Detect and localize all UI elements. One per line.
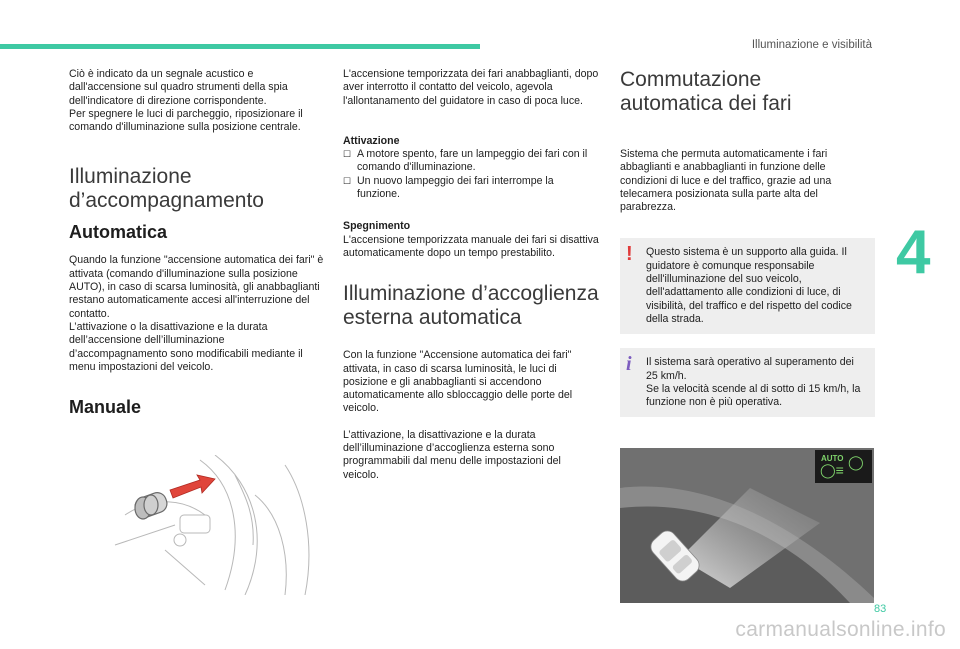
heading-shutdown: Spegnimento (343, 220, 411, 233)
warning-box (620, 238, 875, 334)
auto-badge: AUTO (821, 454, 844, 463)
high-beam-road-illustration (620, 448, 874, 603)
automatic-paragraph: Quando la funzione "accensione automatica dei fari" è attivata (comando d'illuminazione sulla posizione AUTO), in caso di scarsa luminosità, gli anabbaglianti restano automaticamente accesi all'interruzione del contatto. (69, 254, 324, 320)
info-icon: i (626, 353, 632, 376)
column-left (69, 68, 325, 418)
shutdown-paragraph: L'accensione temporizzata manuale dei fari si disattiva automaticamente dopo un tempo prestabilito. (343, 233, 599, 259)
heading-welcome-lighting: Illuminazione d’accoglienza esterna automatica (343, 282, 599, 329)
header-accent-bar (0, 44, 480, 49)
high-beam-icon: ◯ (848, 454, 864, 470)
activation-step-1: ☐ A motore spento, fare un lampeggio dei fari con il comando d'illuminazione. (343, 148, 599, 175)
column-right (620, 68, 875, 417)
automatic-paragraph-2: L’attivazione o la disattivazione e la durata dell’accensione dell’illuminazione d’accompagnamento sono modificabili mediante il menu impostazioni del veicolo. (69, 320, 303, 373)
heading-automatic-headlamp-switching: Commutazione automatica dei fari (620, 68, 792, 115)
welcome-paragraph-1: Con la funzione "Accensione automatica dei fari" attivata, in caso di scarsa luminosità, le luci di posizione e gli anabbaglianti si accendono automaticamente allo sbloccaggio delle porte del veicolo. (343, 349, 573, 415)
info-box (620, 348, 875, 417)
heading-accompaniment-lighting: Illuminazione d’accompagnamento (69, 165, 264, 212)
intro-paragraph-2: Per spegnere le luci di parcheggio, riposizionare il comando d'illuminazione sulla posizione centrale. (69, 107, 303, 134)
section-title: Illuminazione e visibilità (751, 39, 872, 51)
temporized-paragraph: L'accensione temporizzata dei fari anabbaglianti, dopo aver interrotto il contatto del veicolo, agevola l'allontanamento del guidatore in caso di poca luce. (343, 68, 599, 107)
info-text-2: Se la velocità scende al di sotto di 15 km/h, la funzione non è più operativa. (646, 382, 861, 409)
heading-automatic: Automatica (69, 222, 168, 243)
heading-activation: Attivazione (343, 134, 400, 147)
column-middle (343, 68, 599, 482)
page-number: 83 (874, 603, 887, 615)
intro-paragraph: Ciò è indicato da un segnale acustico e dall'accensione sul quadro strumenti della spia dell'indicatore di direzione corrispondente. (69, 68, 288, 107)
activation-step-2: ☐ Un nuovo lampeggio dei fari interrompe la funzione. (343, 175, 599, 202)
welcome-paragraph-2: L’attivazione, la disattivazione e la durata dell’illuminazione d’accoglienza esterna sono programmabili dal menu delle impostazioni del veicolo. (343, 428, 561, 481)
switching-intro: Sistema che permuta automaticamente i fari abbaglianti e anabbaglianti in funzione delle condizioni di luce e del traffico, grazie ad una telecamera posizionata sulla parte alta del parabrezza. (620, 148, 832, 214)
watermark: carmanualsonline.info (735, 618, 946, 641)
heading-manual: Manuale (69, 397, 142, 418)
auto-high-beam-icon: ◯≡ (820, 462, 844, 478)
warning-text: Questo sistema è un supporto alla guida. Il guidatore è comunque responsabile dell'illuminazione del suo veicolo, dell'adattamento alle condizioni di luce, di visibilità, del traffico e del rispetto del codice della strada. (646, 246, 852, 325)
chapter-number: 4 (896, 218, 931, 287)
stalk-control-illustration (105, 455, 325, 595)
info-text-1: Il sistema sarà operativo al superamento dei 25 km/h. (646, 356, 854, 382)
warning-icon: ! (626, 243, 633, 266)
